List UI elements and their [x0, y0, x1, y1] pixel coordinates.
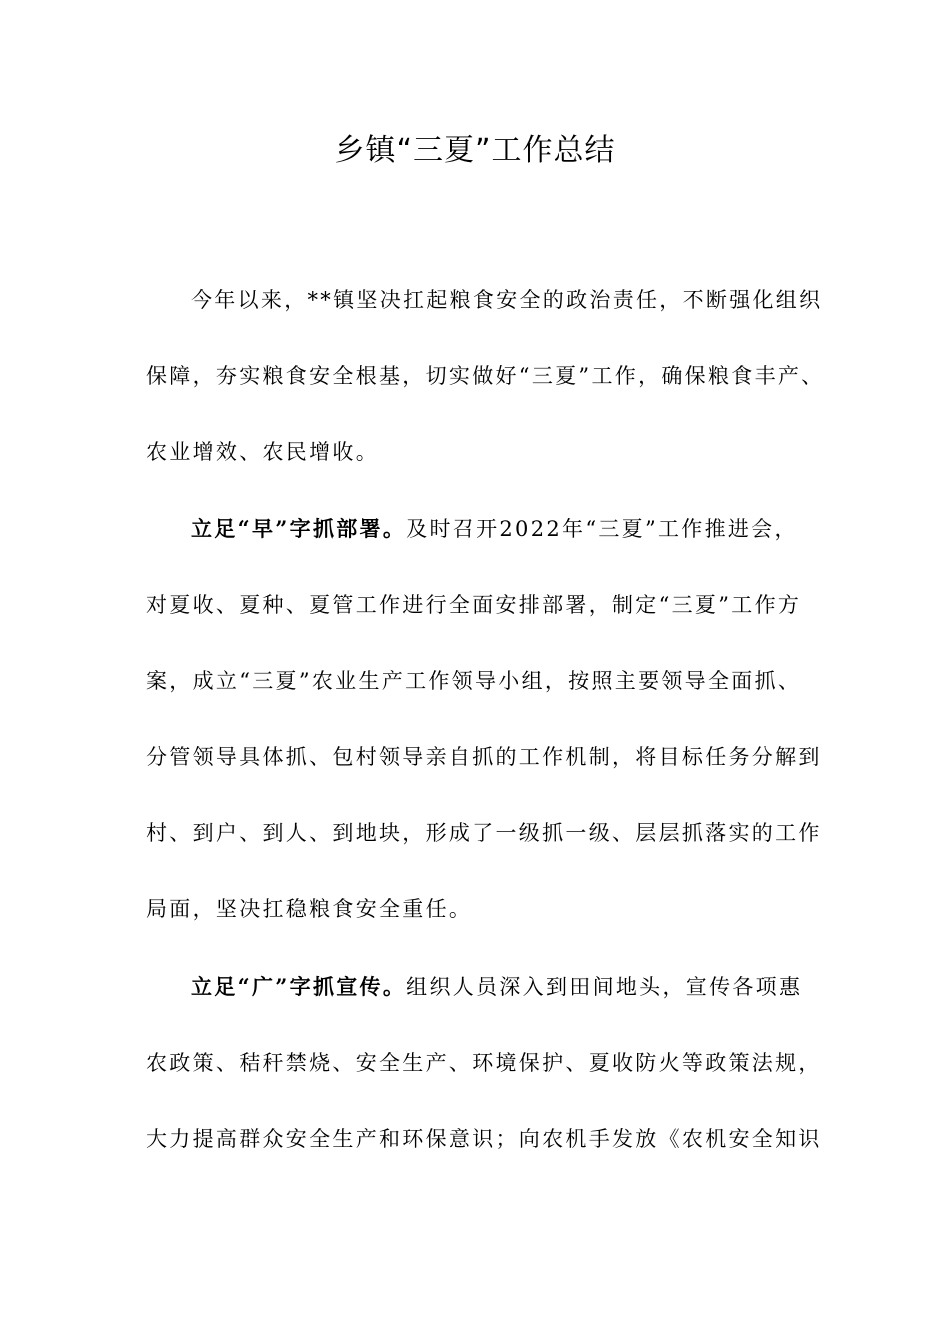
paragraph-line: 农政策、秸秆禁烧、安全生产、环境保护、夏收防火等政策法规，	[146, 1051, 822, 1075]
paragraph-line: 保障，夯实粮食安全根基，切实做好“三夏”工作，确保粮食丰产、	[146, 364, 825, 388]
paragraph-first-line	[146, 491, 806, 567]
document-title: 乡镇“三夏”工作总结	[334, 133, 616, 168]
paragraph-line: 今年以来，**镇坚决扛起粮食安全的政治责任，不断强化组织	[191, 288, 823, 312]
paragraph-lead-heading: 立足“广”字抓宣传。	[191, 974, 407, 999]
paragraph-first-line-text: 及时召开2022年“三夏”工作推进会，	[406, 517, 798, 541]
paragraph-line: 大力提高群众安全生产和环保意识；向农机手发放《农机安全知识	[146, 1127, 822, 1151]
paragraph-line: 局面，坚决扛稳粮食安全重任。	[146, 897, 473, 921]
paragraph-lead-heading: 立足“早”字抓部署。	[191, 516, 407, 541]
paragraph-line: 对夏收、夏种、夏管工作进行全面安排部署，制定“三夏”工作方	[146, 593, 802, 617]
paragraph-line: 案，成立“三夏”农业生产工作领导小组，按照主要领导全面抓、	[146, 669, 802, 693]
paragraph-line: 农业增效、农民增收。	[146, 440, 379, 464]
paragraph-publicity	[146, 949, 822, 1177]
paragraph-deployment	[146, 491, 822, 947]
paragraph-first-line	[146, 949, 806, 1025]
paragraph-intro	[146, 262, 825, 490]
paragraph-line: 村、到户、到人、到地块，形成了一级抓一级、层层抓落实的工作	[146, 821, 822, 845]
paragraph-line: 分管领导具体抓、包村领导亲自抓的工作机制，将目标任务分解到	[146, 745, 822, 769]
paragraph-first-line-text: 组织人员深入到田间地头，宣传各项惠	[406, 975, 803, 999]
